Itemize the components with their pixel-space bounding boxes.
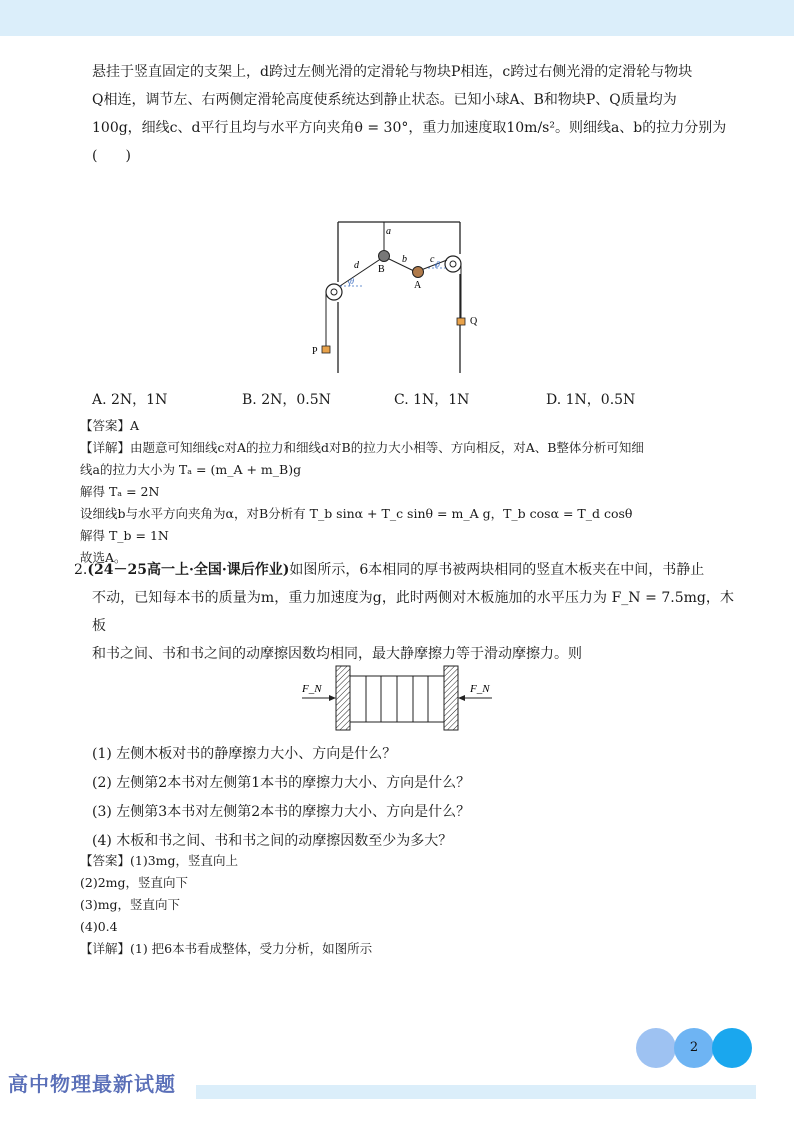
choice-C[interactable]: C. 1N，1N	[394, 392, 470, 408]
label-A: A	[414, 280, 422, 291]
q2-detail: 【详解】(1) 把6本书看成整体，受力分析，如图所示	[80, 941, 373, 956]
q2-subquestions	[92, 740, 732, 856]
q2-sub3: (3) 左侧第3本书对左侧第2本书的摩擦力大小、方向是什么？	[92, 804, 471, 820]
q2-source: (24－25高一上·全国·课后作业)	[87, 562, 290, 578]
q2-answer1: 【答案】(1)3mg，竖直向上	[80, 853, 239, 868]
q2-stem-line2: 不动，已知每本书的质量为m，重力加速度为g，此时两侧对木板施加的水平压力为 F_N = 7.5mg，木板	[92, 590, 734, 634]
q1-stem-line3: 100g，细线c、d平行且均与水平方向夹角θ = 30°，重力加速度取10m/s²。则细线a、b的拉力分别为	[92, 120, 727, 136]
q1-detail-4: 设细线b与水平方向夹角为α，对B分析有 T_b sinα + T_c sinθ = m_A g，T_b cosα = T_d cosθ	[80, 506, 633, 521]
q1-stem-line4: ( )	[92, 148, 131, 164]
pulley-figure	[310, 218, 490, 378]
footer-logo: 高中物理最新试题	[8, 1072, 176, 1096]
q2-stem-line3: 和书之间、书和书之间的动摩擦因数均相同，最大静摩擦力等于滑动摩擦力。则	[92, 646, 582, 662]
label-B: B	[378, 264, 385, 275]
footer-band	[196, 1085, 756, 1099]
q1-detail-6: 故选A。	[80, 550, 127, 565]
header-band	[0, 0, 794, 36]
q2-sub2: (2) 左侧第2本书对左侧第1本书的摩擦力大小、方向是什么？	[92, 775, 471, 791]
q1-detail-1: 【详解】由题意可知细线c对A的拉力和细线d对B的拉力大小相等、方向相反，对A、B整体分析可知细	[80, 440, 644, 455]
block-Q	[457, 318, 465, 325]
label-a: a	[386, 226, 391, 237]
q1-stem-line1: 悬挂于竖直固定的支架上，d跨过左侧光滑的定滑轮与物块P相连，c跨过右侧光滑的定滑轮与物块	[92, 64, 693, 80]
q1-answer-block	[80, 415, 740, 569]
page-number: 2	[689, 1040, 699, 1055]
q2-number: 2.	[74, 562, 88, 578]
ball-A	[413, 267, 424, 278]
q1-stem	[92, 58, 732, 170]
q2-answer-block	[80, 850, 740, 960]
left-pulley	[326, 284, 342, 300]
q1-detail-2: 线a的拉力大小为 Tₐ = (m_A + m_B)g	[80, 462, 302, 477]
block-P	[322, 346, 330, 353]
q1-answer: 【答案】A	[80, 418, 140, 433]
q2-stem-line1	[74, 556, 734, 584]
q1-detail-5: 解得 T_b = 1N	[80, 528, 169, 543]
choice-D[interactable]: D. 1N，0.5N	[546, 392, 636, 408]
choice-B[interactable]: B. 2N，0.5N	[242, 392, 331, 408]
q1-stem-line2: Q相连，调节左、右两侧定滑轮高度使系统达到静止状态。已知小球A、B和物块P、Q质量均为	[92, 92, 677, 108]
q2-stem-text1: 如图所示，6本相同的厚书被两块相同的竖直木板夹在中间，书静止	[289, 562, 705, 578]
q1-detail-3: 解得 Tₐ = 2N	[80, 484, 160, 499]
label-theta-left: θ	[350, 277, 354, 286]
q2-answer4: (4)0.4	[80, 919, 118, 934]
q2-answer2: (2)2mg，竖直向下	[80, 875, 189, 890]
q2-stem	[74, 556, 734, 668]
label-FN-right: F_N	[470, 683, 490, 695]
books-figure	[298, 664, 498, 734]
left-board	[336, 666, 350, 730]
page-dot-1	[636, 1028, 676, 1068]
right-board	[444, 666, 458, 730]
page-dot-3	[712, 1028, 752, 1068]
label-theta-right: θ	[436, 260, 440, 269]
ball-B	[379, 251, 390, 262]
label-d: d	[354, 260, 359, 271]
q2-sub1: (1) 左侧木板对书的静摩擦力大小、方向是什么？	[92, 746, 397, 762]
label-Q: Q	[470, 316, 478, 327]
choice-A[interactable]: A. 2N，1N	[92, 392, 168, 408]
q2-sub4: (4) 木板和书之间、书和书之间的动摩擦因数至少为多大？	[92, 833, 453, 849]
label-P: P	[312, 346, 318, 357]
right-pulley	[445, 256, 461, 272]
q2-answer3: (3)mg，竖直向下	[80, 897, 181, 912]
label-FN-left: F_N	[302, 683, 322, 695]
label-c: c	[430, 254, 435, 265]
label-b: b	[402, 254, 407, 265]
